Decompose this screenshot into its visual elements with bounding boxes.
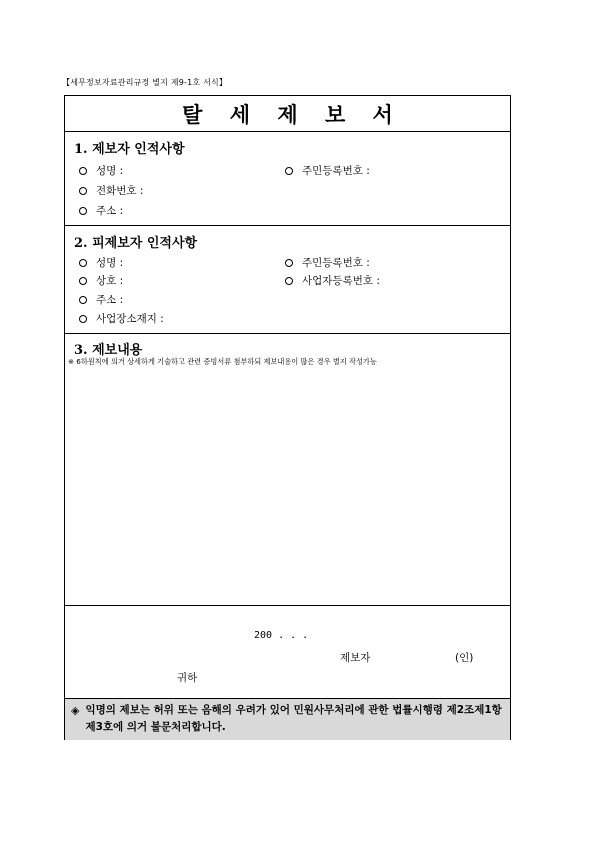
circle-bullet-icon <box>79 277 87 285</box>
reporter-address-label: 주소 : <box>96 205 124 217</box>
circle-bullet-icon <box>285 259 293 267</box>
reported-business-location-label: 사업장소재지 : <box>96 313 164 325</box>
circle-bullet-icon <box>79 315 87 323</box>
addressee-label: 귀하 <box>177 672 198 684</box>
reporter-phone-label: 전화번호 : <box>96 185 144 197</box>
reporter-section <box>65 132 510 226</box>
circle-bullet-icon <box>79 207 87 215</box>
reported-business-location-field[interactable] <box>79 311 164 326</box>
tax-evasion-report-form <box>64 95 511 740</box>
signature-section <box>65 606 510 699</box>
report-content-section[interactable] <box>65 334 510 606</box>
reported-name-field[interactable] <box>79 255 123 270</box>
notice-section <box>65 699 510 740</box>
date-line: 200 . . . <box>254 630 309 641</box>
circle-bullet-icon <box>79 259 87 267</box>
reported-party-section <box>65 226 510 334</box>
reporter-phone-field[interactable] <box>79 183 143 198</box>
notice-text-block <box>71 702 504 736</box>
form-reference: 【세무정보자료관리규정 별지 제9-1호 서식】 <box>62 78 228 87</box>
circle-bullet-icon <box>79 296 87 304</box>
reporter-name-field[interactable] <box>79 163 123 178</box>
circle-bullet-icon <box>285 167 293 175</box>
reporter-resident-no-label: 주민등록번호 : <box>302 165 370 177</box>
diamond-icon: ◈ <box>71 704 80 717</box>
reporter-name-label: 성명 : <box>96 165 124 177</box>
reported-party-section-title: 2. 피제보자 인적사항 <box>74 236 198 251</box>
reported-trade-name-label: 상호 : <box>96 275 124 287</box>
form-title: 탈 세 제 보 서 <box>182 101 403 127</box>
seal-mark: (인) <box>455 652 474 664</box>
report-content-note: ※ 6하원칙에 의거 상세하게 기술하고 관련 증빙서류 첨부하되 제보내용이 많은 경우 별지 작성가능 <box>68 357 377 366</box>
circle-bullet-icon <box>285 277 293 285</box>
reported-trade-name-field[interactable] <box>79 273 123 288</box>
circle-bullet-icon <box>79 167 87 175</box>
reported-resident-no-field[interactable] <box>285 255 370 270</box>
notice-text: 익명의 제보는 허위 또는 음해의 우려가 있어 민원사무처리에 관한 법률시행령 제2조제1항제3호에 의거 불문처리합니다. <box>85 704 502 733</box>
reporter-resident-no-field[interactable] <box>285 163 370 178</box>
circle-bullet-icon <box>79 187 87 195</box>
reported-business-no-label: 사업자등록번호 : <box>302 275 380 287</box>
report-content-section-title: 3. 제보내용 <box>74 343 143 358</box>
title-row <box>65 96 510 132</box>
reporter-address-field[interactable] <box>79 203 123 218</box>
reporter-signature-label: 제보자 <box>340 652 371 664</box>
reporter-section-title: 1. 제보자 인적사항 <box>74 142 185 157</box>
reported-name-label: 성명 : <box>96 257 124 269</box>
reported-business-no-field[interactable] <box>285 273 380 288</box>
reported-address-field[interactable] <box>79 292 123 307</box>
reported-resident-no-label: 주민등록번호 : <box>302 257 370 269</box>
reported-address-label: 주소 : <box>96 294 124 306</box>
